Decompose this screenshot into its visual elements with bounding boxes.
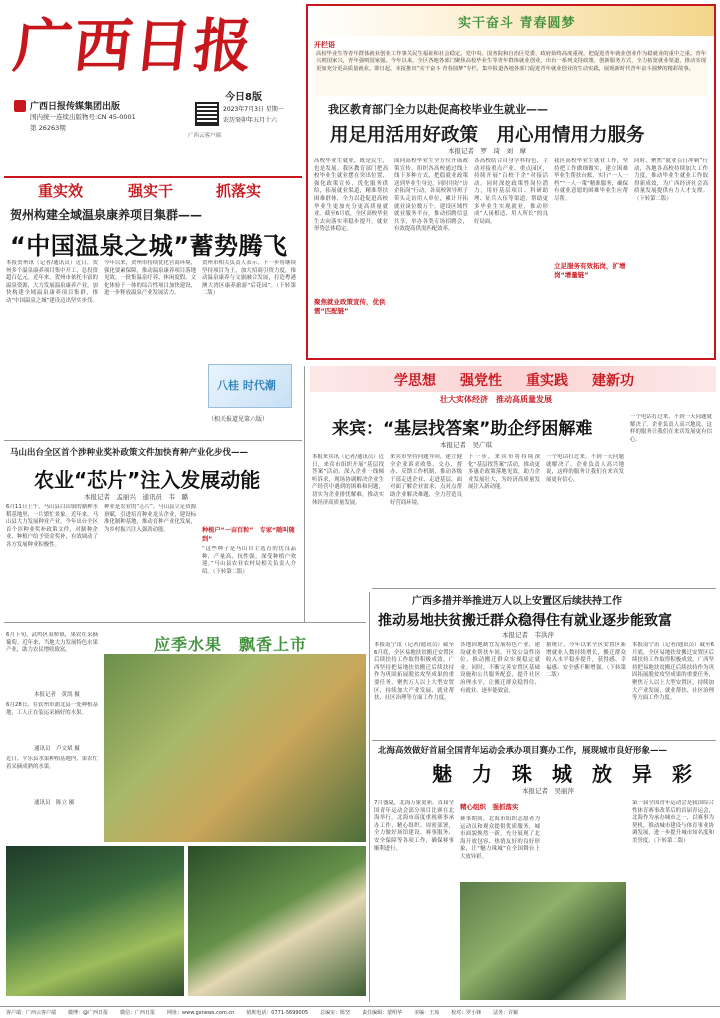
banner-item-mid: 强实干 bbox=[128, 182, 174, 200]
feature-headline: 用足用活用好政策 用心用情用力服务 bbox=[330, 125, 645, 146]
mashan-col-1: 6月11日上午，马山县白山镇的制种水稻基地里，一片繁忙景象。近年来，马山县大力发展种业产业，今年出台全区首个涉种业奖补政策文件，对制种企业、种植户给予资金奖补，有效调动了各方发展种业积极性。 bbox=[6, 504, 98, 548]
vrule-lower bbox=[369, 592, 370, 1002]
photographer-3: 通讯员 陈立 摄 bbox=[34, 800, 75, 806]
laibin-col-2: 来宾市坚持问题导向，建立健全企业诉求收集、交办、督办、反馈工作机制，推动各级干部走进企业、走进基层，面对面了解企业需求，点对点帮助企业解决难题，全力营造良好营商环境。 bbox=[390, 454, 462, 506]
feature-col-3: 各高校结合自身学科特色，主动对接重点产业、重点园区，持续开展“百校千企”对接活动。同时深挖政策性岗位潜力，用好基层项目、科研助理、征兵入伍等渠道，帮助更多毕业生实现就业，推动形成“人岗相适、用人所长”的良好局面。 bbox=[474, 158, 548, 225]
relocation-col-4: 本报南宁讯（记者/通讯员）截至6月底，全区易地扶贫搬迁安置区后续扶持工作取得积极成效。广西坚持把易地扶贫搬迁后续扶持作为巩固拓展脱贫攻坚成果的重要任务，聚焦万人以上大型安置区，持续加大产业发展、就业帮扶、社区治理等方面工作力度。 bbox=[632, 642, 714, 702]
rule-top-left bbox=[4, 176, 302, 178]
publish-date: 2023年7月3日 星期一 bbox=[223, 106, 284, 113]
feature-kicker: 我区教育部门全力以赴促高校毕业生就业—— bbox=[328, 103, 548, 116]
footer-item: 微信：广西日报 bbox=[120, 1010, 156, 1016]
beihai-col-1: 7月盛夏，北海万象更新。首届全国青年运动会部分项目比赛在北海举行。北海市高度重视赛事承办工作，精心组织、周密部署，全力做好场馆建设、赛事服务、安全保障等各项工作，确保赛事顺利进行。 bbox=[374, 800, 454, 852]
hezhou-col-2: 今年以来，贺州市持续优化营商环境，强化要素保障，推动温泉康养项目落地见效。一批集温泉疗养、休闲度假、文化体验于一体的综合性项目加快建设，进一步释放温泉产业发展活力。 bbox=[104, 260, 196, 297]
laibin-headline: 来宾：“基层找答案”助企纾困解难 bbox=[332, 419, 593, 439]
feature-subhead-1: 聚焦就业政策宣传，优供需“匹配链” bbox=[314, 298, 388, 316]
hezhou-related-note: （相关报道见第六版） bbox=[208, 416, 269, 423]
photographer-2: 通讯员 卢文斌 摄 bbox=[34, 746, 80, 752]
feature-col-4: 我区高校毕业生就业工作，坚持把工作做细做实，建立困难毕业生帮扶台账，实行“一人一档”“一人一策”精准服务，确保有就业意愿的困难毕业生应帮尽帮。 bbox=[554, 158, 628, 202]
section-banner bbox=[4, 180, 300, 202]
study-bar bbox=[310, 366, 716, 392]
relocation-col-3: 据统计，今年以来全区安置区新增就业人数持续增长，搬迁群众收入水平稳步提升，获得感、幸福感、安全感不断增强。（下转第二版） bbox=[546, 642, 626, 679]
column-label: 开栏语 bbox=[314, 41, 335, 49]
study-banner bbox=[310, 366, 716, 406]
footer-item: 微博：@广西日报 bbox=[68, 1010, 109, 1016]
hezhou-col-3: 贺州市相关负责人表示，下一步将继续坚持项目为王，加大招商引资力度，推动温泉康养与文旅融合发展，打造粤港澳大湾区康养旅游“后花园”。（下转第二版） bbox=[202, 260, 296, 297]
photo-caption-2: 6月28日，在钦州市浦北县一处种植基地，工人正在装运采摘好的水果。 bbox=[6, 702, 98, 716]
feature-col-5: 同时，聚焦“就业百日冲刺”行动，各地各高校持续加大工作力度，推动毕业生就业工作取得新成效，为广西经济社会高质量发展提供有力人才支撑。（下转第二版） bbox=[634, 158, 708, 202]
masthead bbox=[0, 0, 300, 178]
banner-item-left: 重实效 bbox=[38, 182, 84, 200]
mashan-byline: 本报记者 孟丽兴 通讯员 韦 璐 bbox=[84, 493, 188, 501]
footer-item: 责任编辑：蒙明华 bbox=[362, 1010, 403, 1016]
relocation-headline: 推动易地扶贫搬迁群众稳得住有就业逐步能致富 bbox=[378, 613, 672, 629]
publisher-mark bbox=[14, 100, 26, 112]
footer-item: 美编：王琼 bbox=[414, 1010, 440, 1016]
photo-caption-1: 6月下旬，武鸣区双桥镇，果农在采摘葡萄。近年来，当地大力发展特色水果产业，助力农民增收致富。 bbox=[6, 632, 98, 654]
qr-code-icon bbox=[195, 102, 219, 126]
laibin-byline: 本报记者 吴广琪 bbox=[440, 441, 492, 449]
hezhou-headline: “中国温泉之城”蓄势腾飞 bbox=[10, 232, 288, 260]
mashan-col-2: 种业是农业的“芯片”。马山县立足资源禀赋，引进培育种业龙头企业，建设标准化制种基地，推动育种产业化发展，为乡村振兴注入强劲动能。 bbox=[104, 504, 196, 533]
relocation-byline: 本报记者 韦洪萍 bbox=[502, 631, 554, 639]
relocation-col-2: 各地因地制宜发展特色产业，建设就业帮扶车间，开发公益性岗位，推动搬迁群众实现稳定就业。同时，不断完善安置区基础设施和公共服务配套，提升社区治理水平，让搬迁群众稳得住、有就业、逐步能致富。 bbox=[460, 642, 540, 694]
laibin-col-3: 下一步，来宾市将持续深化“基层找答案”活动，推动更多惠企政策落地见效，助力企业发展壮大，为经济高质量发展注入新动能。 bbox=[468, 454, 540, 491]
relocation-col-1: 本报南宁讯（记者/通讯员）截至6月底，全区易地扶贫搬迁安置区后续扶持工作取得积极成效。广西坚持把易地扶贫搬迁后续扶持作为巩固拓展脱贫攻坚成果的重要任务，聚焦万人以上大型安置区，持续加大产业发展、就业帮扶、社区治理等方面工作力度。 bbox=[374, 642, 454, 702]
lunar-date: 农历癸卯年五月十六 bbox=[223, 117, 278, 124]
vrule-main bbox=[304, 366, 305, 622]
beihai-kicker: 北海高效做好首届全国青年运动会承办项目赛办工作，展现城市良好形象—— bbox=[378, 746, 668, 756]
study-item-4: 建新功 bbox=[592, 373, 634, 389]
footer-item: 网址：www.gxnews.com.cn bbox=[167, 1010, 235, 1016]
beihai-subhead: 精心组织 强抓落实 bbox=[460, 803, 519, 811]
pages-count: 今日8版 bbox=[225, 92, 262, 103]
rule-photo-top bbox=[4, 622, 366, 623]
mashan-col-3: “这些种子是马山自主选育的优良品种，产量高、抗性强，深受种植户欢迎。”马山县农业农村局相关负责人介绍。（下转第二版） bbox=[202, 546, 296, 575]
study-item-1: 学思想 bbox=[394, 373, 436, 389]
column-intro: 高校毕业生等青年群体就业创业工作事关民生福祉和社会稳定。党中央、国务院和自治区党委、政府始终高度重视，把促进青年就业创业作为稳就业的重中之重。青年兴则国家兴，青年强则国家强。今年以来，全区各地各部门聚焦高校毕业生等青年群体就业创业，出台一系列支持政策，创新服务方式，全力拓宽就业渠道，推动实现更加充分更高质量就业。即日起，本报推出“实干奋斗 青春圆梦”专栏，集中报道各地各部门促进青年就业创业的生动实践，展现新时代青年奋斗圆梦的精彩故事。 bbox=[314, 50, 708, 96]
photo-feature bbox=[4, 626, 368, 1002]
beihai-byline: 本报记者 吴丽萍 bbox=[522, 787, 574, 795]
mashan-headline: 农业“芯片”注入发展动能 bbox=[34, 468, 261, 492]
beihai-headline: 魅 力 珠 城 放 异 彩 bbox=[432, 762, 692, 786]
feature-col-2: 面向高校毕业生全方位开展政策宣传，组织各高校通过线上线下多种方式，把稳就业政策送到毕业生身边。同时用好“访企拓岗”行动，各高校领导班子带头走访用人单位，累计开拓就业岗位数万个。建设区域性就业服务平台，推动招聘信息共享，举办各类专场招聘会，有效提高供需匹配效率。 bbox=[394, 158, 468, 233]
photographer-1: 本报记者 黄凯 摄 bbox=[34, 692, 80, 698]
laibin-col-1: 本报来宾讯（记者/通讯员）近日，来宾市组织开展“基层找答案”活动，深入企业一线倾听诉求，现场协调解决企业生产经营中遇到的困难和问题，切实为企业排忧解难，推动实体经济高质量发展。 bbox=[312, 454, 384, 506]
study-item-3: 重实践 bbox=[526, 373, 568, 389]
story-relocation bbox=[372, 590, 716, 738]
feature-box bbox=[306, 4, 716, 360]
laibin-col-4: 一个电话打过来，不到一天问题就解决了。企业负责人高兴地说，这样的服务让我们在来宾发展更有信心。 bbox=[546, 454, 624, 483]
story-hezhou bbox=[4, 204, 302, 436]
story-mashan bbox=[4, 446, 302, 624]
rule-right-lower bbox=[372, 740, 716, 741]
issue-number: 第 26263期 bbox=[30, 124, 66, 132]
feature-subhead-2: 立足服务有效拓岗，扩增岗“增量链” bbox=[554, 262, 628, 280]
banner-item-right: 抓落实 bbox=[216, 182, 262, 200]
feature-banner bbox=[308, 6, 714, 36]
feature-slogan: 实干奋斗 青春圆梦 bbox=[458, 16, 576, 31]
laibin-col-5: 一个电话打过来，不到一天问题就解决了。企业负责人高兴地说，这样的服务让我们在来宾发展更有信心。 bbox=[630, 414, 712, 443]
relocation-kicker: 广西多措并举推进万人以上安置区后续扶持工作 bbox=[412, 596, 622, 607]
story-beihai bbox=[372, 742, 716, 1004]
footer-item: 校对：罗小锋 bbox=[451, 1010, 482, 1016]
mashan-subhead: 种植户“一亩百粒” 专家“随叫随到” bbox=[202, 527, 295, 543]
issn: 国内统一连续出版物号:CN 45-0001 bbox=[30, 113, 136, 121]
newspaper-logo: 广西日报 bbox=[10, 12, 258, 80]
photo-beihai-venue bbox=[460, 882, 626, 1000]
beihai-col-2: 赛事期间，北海市组织志愿者为运动员和观众提供优质服务，城市面貌焕然一新，充分展现了北海开放包容、热情友好的良好形象，让“魅力珠城”在全国舞台上大放异彩。 bbox=[460, 816, 540, 860]
footer-item: 总编室：陈坚 bbox=[320, 1010, 351, 1016]
rule-right-mid bbox=[372, 588, 716, 589]
hezhou-badge bbox=[208, 364, 292, 408]
badge-text: 八桂 时代潮 bbox=[217, 379, 276, 392]
rule-mid-left bbox=[4, 440, 302, 441]
app-label: 广西云客户端 bbox=[188, 133, 222, 139]
photo-caption-3: 近日，平乐县水果种植基地内，果农忙着采摘成熟的水果。 bbox=[6, 756, 98, 770]
mashan-kicker: 马山出台全区首个涉种业奖补政策文件加快育种产业化步伐—— bbox=[10, 448, 249, 458]
footer-item: 值班电话：0771-5699005 bbox=[246, 1010, 309, 1016]
photo-vineyard bbox=[6, 846, 184, 996]
study-item-2: 强党性 bbox=[460, 373, 502, 389]
photo-grape-picker bbox=[188, 846, 366, 996]
footer-item: 法务：许颖 bbox=[493, 1010, 519, 1016]
story-laibin bbox=[310, 410, 716, 586]
hezhou-kicker: 贺州构建全域温泉康养项目集群—— bbox=[10, 208, 203, 222]
feature-byline: 本报记者 罗 琦 刘 摩 bbox=[448, 147, 526, 155]
footer bbox=[0, 1006, 720, 1018]
hezhou-col-1: 本报贺州讯（记者/通讯员）近日，贺州多个温泉康养项目集中开工，总投资超百亿元。近年来，贺州市依托丰富的温泉资源，大力发展温泉康养产业，加快构建全域温泉康养项目集群，推动“中国温泉之城”建设迈出坚实步伐。 bbox=[6, 260, 98, 304]
footer-item: 客户端：广西云客户端 bbox=[6, 1010, 57, 1016]
publisher-name: 广西日报传媒集团出版 bbox=[30, 102, 121, 112]
photo-feature-title: 应季水果 飘香上市 bbox=[154, 635, 308, 654]
feature-col-1: 高校毕业生就业，既是民生，也是发展。我区教育部门把高校毕业生就业摆在突出位置，强化政策宣传，优化服务供给，拓展就业渠道，精准帮扶困难群体，全力以赴促进高校毕业生更加充分更高质量就业。截至6月底，全区高校毕业生去向落实率稳步提升，就业形势总体稳定。 bbox=[314, 158, 388, 233]
study-subtitle: 壮大实体经济 推动高质量发展 bbox=[440, 395, 552, 404]
photo-fruit-harvest bbox=[104, 654, 366, 842]
beihai-col-3: 第一届全国青年运动会是我国综合性体育赛事改革后的首届青运会，北海作为承办城市之一，以赛事为契机，推动城市建设与体育事业协调发展，进一步提升城市知名度和美誉度。（下转第二版） bbox=[632, 800, 714, 844]
